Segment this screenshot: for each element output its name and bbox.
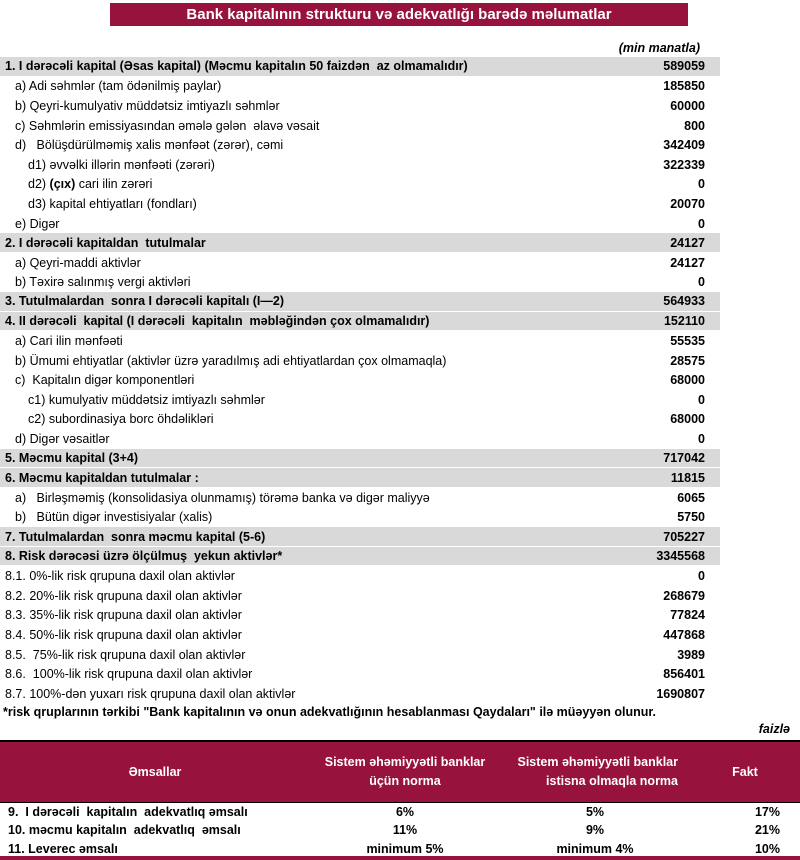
capital-table-row <box>0 253 720 273</box>
norm-systemic-value: 11% <box>392 823 418 838</box>
capital-table-row <box>0 194 720 214</box>
row-value: 68000 <box>670 373 705 388</box>
row-value: 152110 <box>663 314 705 329</box>
row-value: 717042 <box>663 451 705 466</box>
row-value: 589059 <box>663 59 705 74</box>
row-label: b) Təxirə salınmış vergi aktivləri <box>15 275 191 290</box>
capital-adequacy-ratios-table <box>0 740 800 858</box>
capital-table-row <box>0 449 720 469</box>
capital-table-row <box>0 645 720 665</box>
capital-table-row <box>0 273 720 293</box>
row-label: 3. Tutulmalardan sonra I dərəcəli kapitalı (I—2) <box>5 294 285 309</box>
row-label: 8.4. 50%-lik risk qrupuna daxil olan aktivlər <box>5 628 242 643</box>
row-label: d3) kapital ehtiyatları (fondları) <box>28 196 197 211</box>
fact-value: 10% <box>754 841 780 856</box>
row-label: d) Bölüşdürülməmiş xalis mənfəət (zərər), cəmi <box>15 138 284 153</box>
row-label: a) Qeyri-maddi aktivlər <box>15 255 141 270</box>
capital-table-row <box>0 292 720 312</box>
risk-groups-footnote: *risk qruplarının tərkibi "Bank kapitalının və onun adekvatlığının hesablanması Qaydaları" ilə müəyyən olunur. <box>3 705 657 719</box>
row-label: 2. I dərəcəli kapitaldan tutulmalar <box>5 235 206 250</box>
report-title-bar <box>110 3 688 26</box>
row-value: 3989 <box>677 647 705 662</box>
capital-table-row <box>0 429 720 449</box>
row-value: 11815 <box>670 470 705 485</box>
row-label: 8.5. 75%-lik risk qrupuna daxil olan aktivlər <box>5 647 246 662</box>
ratios-header-non-systemic-norm: Sistem əhəmiyyətli banklar istisna olmaqla norma <box>517 755 678 788</box>
bottom-accent-bar <box>0 856 800 860</box>
capital-table-row <box>0 664 720 684</box>
row-label: 8.7. 100%-dən yuxarı risk qrupuna daxil olan aktivlər <box>5 686 296 701</box>
capital-table-row <box>0 57 720 77</box>
row-value: 28575 <box>670 353 705 368</box>
norm-non-systemic-value: 5% <box>585 805 605 820</box>
capital-table-row <box>0 233 720 253</box>
row-value: 0 <box>698 432 705 447</box>
row-label: 8.2. 20%-lik risk qrupuna daxil olan aktivlər <box>5 588 242 603</box>
row-value: 342409 <box>663 138 705 153</box>
row-value: 0 <box>698 216 705 231</box>
ratios-header-systemic-norm: Sistem əhəmiyyətli banklar üçün norma <box>324 755 486 788</box>
row-label: 1. I dərəcəli kapital (Əsas kapital) (Məcmu kapitalın 50 faizdən az olmamalıdır) <box>5 59 468 74</box>
row-value: 856401 <box>663 667 705 682</box>
row-label: e) Digər <box>15 216 60 231</box>
row-value: 68000 <box>670 412 705 427</box>
row-label: c) Kapitalın digər komponentləri <box>15 373 195 388</box>
row-label: a) Birləşməmiş (konsolidasiya olunmamış) törəmə banka və digər maliyyə <box>15 490 430 505</box>
row-label: c) Səhmlərin emissiyasından əmələ gələn əlavə vəsait <box>15 118 320 133</box>
row-label: c2) subordinasiya borc öhdəlikləri <box>28 412 214 427</box>
row-label: a) Adi səhmlər (tam ödənilmiş paylar) <box>15 79 222 94</box>
capital-table-row <box>0 410 720 430</box>
capital-table-row <box>0 586 720 606</box>
capital-table-row <box>0 488 720 508</box>
ratio-label: 11. Leverec əmsalı <box>8 841 118 856</box>
row-value: 800 <box>684 118 705 133</box>
row-value: 5750 <box>677 510 705 525</box>
capital-table-row <box>0 566 720 586</box>
capital-table-row <box>0 331 720 351</box>
norm-non-systemic-value: 9% <box>585 823 605 838</box>
row-label: d) Digər vəsaitlər <box>15 432 110 447</box>
row-value: 6065 <box>677 490 705 505</box>
unit-note-faizle: faizlə <box>758 722 790 736</box>
capital-table-row <box>0 527 720 547</box>
row-value: 0 <box>698 275 705 290</box>
row-value: 77824 <box>670 608 705 623</box>
row-label: 8.3. 35%-lik risk qrupuna daxil olan aktivlər <box>5 608 242 623</box>
fact-value: 17% <box>754 805 780 820</box>
capital-table-row <box>0 390 720 410</box>
page-title: Bank kapitalının strukturu və adekvatlığı barədə məlumatlar <box>186 6 612 23</box>
row-value: 705227 <box>663 529 705 544</box>
row-label: 8. Risk dərəcəsi üzrə ölçülmuş yekun aktivlər* <box>5 549 283 564</box>
row-value: 60000 <box>670 98 705 113</box>
row-value: 447868 <box>663 628 705 643</box>
row-label: 8.6. 100%-lik risk qrupuna daxil olan aktivlər <box>5 667 253 682</box>
capital-table-row <box>0 312 720 332</box>
row-label: b) Ümumi ehtiyatlar (aktivlər üzrə yaradılmış adi ehtiyatlardan çox olmamaqla) <box>15 353 447 368</box>
capital-table-row <box>0 116 720 136</box>
row-value: 0 <box>698 569 705 584</box>
row-value: 322339 <box>663 157 705 172</box>
capital-table-row <box>0 547 720 567</box>
row-value: 20070 <box>670 196 705 211</box>
row-value: 24127 <box>670 255 705 270</box>
row-label: 4. II dərəcəli kapital (I dərəcəli kapitalın məbləğindən çox olmamalıdır) <box>5 314 430 329</box>
capital-table-row <box>0 606 720 626</box>
capital-table-row <box>0 214 720 234</box>
ratios-header-row <box>0 742 800 803</box>
row-label: c1) kumulyativ müddətsiz imtiyazlı səhmlər <box>28 392 265 407</box>
capital-table-row <box>0 155 720 175</box>
ratios-body <box>0 803 800 858</box>
row-value: 3345568 <box>656 549 705 564</box>
row-value: 55535 <box>670 334 705 349</box>
row-label: d2) (çıx) cari ilin zərəri <box>28 177 153 192</box>
capital-table-row <box>0 371 720 391</box>
ratios-table-row <box>0 803 800 821</box>
capital-table-row <box>0 175 720 195</box>
fact-value: 21% <box>754 823 780 838</box>
row-value: 564933 <box>663 294 705 309</box>
ratio-label: 9. I dərəcəli kapitalın adekvatlıq əmsalı <box>8 805 248 820</box>
capital-table-row <box>0 96 720 116</box>
ratios-table-row <box>0 821 800 839</box>
norm-non-systemic-value: minimum 4% <box>556 841 634 856</box>
row-label: 6. Məcmu kapitaldan tutulmalar : <box>5 470 199 485</box>
capital-table-row <box>0 135 720 155</box>
capital-structure-table <box>0 57 720 704</box>
ratios-header-emsallar: Əmsallar <box>128 764 182 779</box>
row-label: a) Cari ilin mənfəəti <box>15 334 123 349</box>
capital-table-row <box>0 77 720 97</box>
capital-table-row <box>0 625 720 645</box>
unit-note-min-manatla: (min manatla) <box>618 41 700 55</box>
capital-table-row <box>0 508 720 528</box>
row-value: 185850 <box>663 79 705 94</box>
row-value: 0 <box>698 177 705 192</box>
row-label: b) Bütün digər investisiyalar (xalis) <box>15 510 213 525</box>
row-value: 24127 <box>670 235 705 250</box>
capital-table-row <box>0 468 720 488</box>
ratio-label: 10. məcmu kapitalın adekvatlıq əmsalı <box>8 823 241 838</box>
ratios-header-fakt: Fakt <box>732 764 758 779</box>
capital-table-row <box>0 351 720 371</box>
row-label: 8.1. 0%-lik risk qrupuna daxil olan aktivlər <box>5 569 235 584</box>
norm-systemic-value: minimum 5% <box>366 841 444 856</box>
row-value: 268679 <box>663 588 705 603</box>
norm-systemic-value: 6% <box>395 805 415 820</box>
row-value: 1690807 <box>656 686 705 701</box>
row-label: 7. Tutulmalardan sonra məcmu kapital (5-6) <box>5 529 266 544</box>
row-value: 0 <box>698 392 705 407</box>
row-label: d1) əvvəlki illərin mənfəəti (zərəri) <box>28 157 215 172</box>
row-label: 5. Məcmu kapital (3+4) <box>5 451 139 466</box>
capital-table-row <box>0 684 720 704</box>
row-label: b) Qeyri-kumulyativ müddətsiz imtiyazlı səhmlər <box>15 98 280 113</box>
